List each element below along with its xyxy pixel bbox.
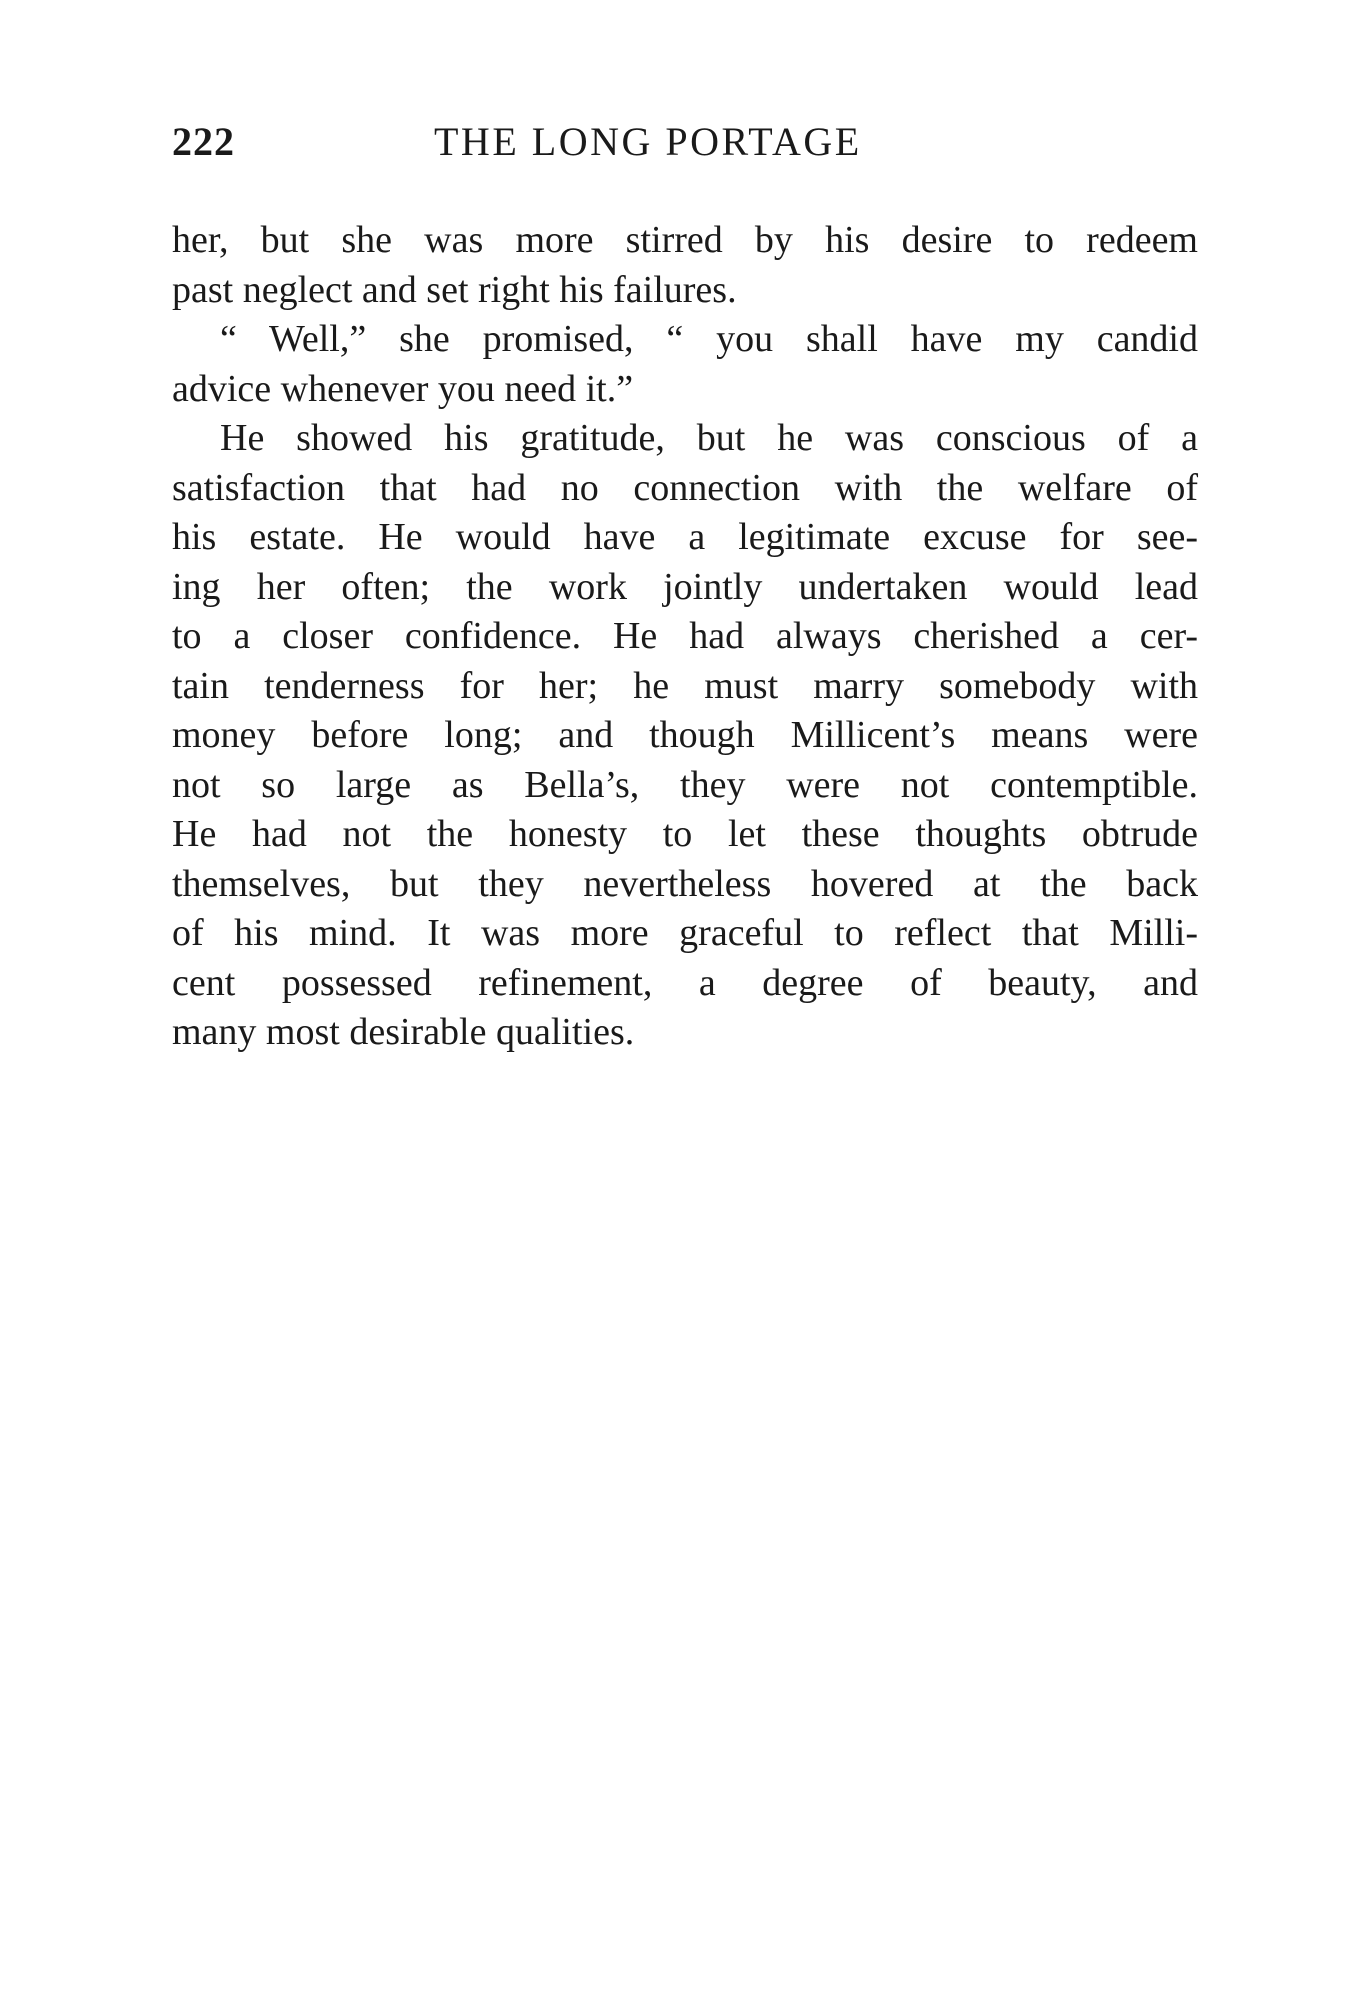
- text-line: He had not the honesty to let these thoughts obtrude: [172, 813, 1198, 855]
- text-line: her, but she was more stirred by his desire to redeem: [172, 219, 1198, 261]
- running-head: [172, 118, 1198, 178]
- text-line: many most desirable qualities.: [172, 1011, 635, 1053]
- text-line: of his mind. It was more graceful to reflect that Milli-: [172, 912, 1198, 954]
- text-line: cent possessed refinement, a degree of beauty, and: [172, 961, 1198, 1004]
- text-line: He showed his gratitude, but he was conscious of a: [220, 417, 1198, 459]
- page-number: 222: [172, 119, 235, 164]
- text-line: themselves, but they nevertheless hovered at the back: [172, 862, 1198, 905]
- text-line: “ Well,” she promised, “ you shall have my candid: [220, 318, 1198, 360]
- body-text: [172, 216, 1198, 1058]
- text-line: ing her often; the work jointly undertaken would lead: [172, 565, 1198, 608]
- running-title: THE LONG PORTAGE: [434, 119, 862, 164]
- text-line: not so large as Bella’s, they were not contemptible.: [172, 763, 1198, 806]
- text-line: advice whenever you need it.”: [172, 367, 634, 410]
- text-line: his estate. He would have a legitimate excuse for see-: [172, 516, 1198, 558]
- text-line: money before long; and though Millicent’s means were: [172, 714, 1198, 756]
- text-line: to a closer confidence. He had always cherished a cer-: [172, 615, 1198, 657]
- text-line: past neglect and set right his failures.: [172, 268, 737, 311]
- text-line: satisfaction that had no connection with the welfare of: [172, 466, 1198, 509]
- text-line: tain tenderness for her; he must marry somebody with: [172, 664, 1198, 707]
